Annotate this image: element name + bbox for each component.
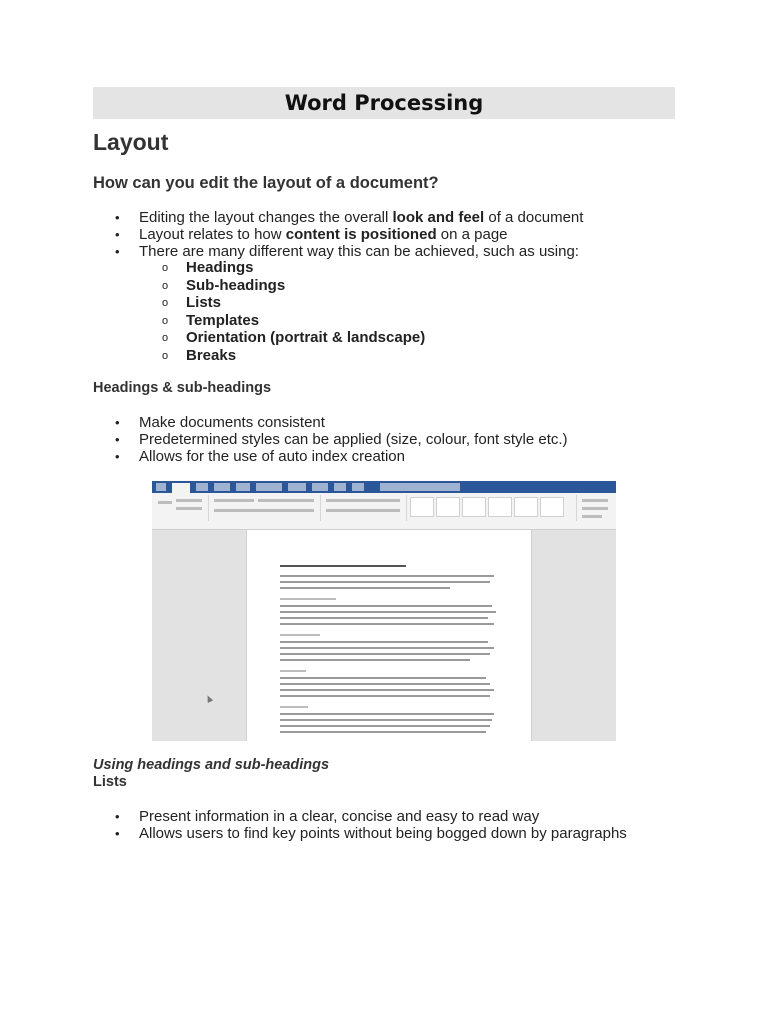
circle-bullet-icon: o	[162, 314, 169, 327]
list-item: • Editing the layout changes the overall look and feel of a document	[115, 209, 584, 226]
list-item: o Sub-headings	[162, 276, 286, 294]
layout-options-list	[0, 259, 425, 364]
bullet-icon: •	[115, 449, 120, 464]
bullet-icon: •	[115, 826, 120, 841]
bullet-icon: •	[115, 227, 120, 242]
document-canvas	[152, 530, 616, 741]
list-item: o Templates	[162, 311, 260, 329]
bullet-icon: •	[115, 415, 120, 430]
page-title: Word Processing	[284, 91, 484, 115]
bullet-icon: •	[115, 210, 120, 225]
list-item: • Predetermined styles can be applied (size, colour, font style etc.)	[115, 431, 568, 448]
title-bar	[93, 87, 675, 119]
layout-heading: Layout	[93, 129, 169, 155]
list-item: • Layout relates to how content is positioned on a page	[115, 226, 508, 243]
bullet-icon: •	[115, 432, 120, 447]
bullet-icon: •	[115, 244, 120, 259]
list-item: • Present information in a clear, concise and easy to read way	[115, 808, 540, 825]
list-item: o Lists	[162, 294, 222, 311]
image-caption: Using headings and sub-headings	[93, 757, 330, 773]
list-item: o Orientation (portrait & landscape)	[162, 329, 426, 346]
bullet-icon: •	[115, 809, 120, 824]
list-item: o Breaks	[162, 346, 237, 364]
lists-section-title: Lists	[93, 774, 127, 790]
list-item: • Allows users to find key points without being bogged down by paragraphs	[115, 825, 627, 842]
layout-question: How can you edit the layout of a document?	[93, 174, 439, 192]
lists-bullet-list	[0, 808, 627, 842]
layout-bullet-list	[0, 209, 583, 260]
list-item: o Headings	[162, 259, 254, 276]
document-preview-page	[246, 530, 532, 741]
headings-bullet-list	[0, 414, 568, 465]
list-item: • Make documents consistent	[115, 414, 325, 431]
list-item: • There are many different way this can be achieved, such as using:	[115, 243, 579, 260]
circle-bullet-icon: o	[162, 279, 169, 292]
word-screenshot-image	[152, 481, 616, 741]
circle-bullet-icon: o	[162, 262, 169, 274]
list-item: • Allows for the use of auto index creation	[115, 448, 405, 465]
ribbon-toolbar	[152, 493, 616, 530]
headings-section-title: Headings & sub-headings	[93, 380, 272, 396]
ribbon-tab-bar	[152, 481, 616, 493]
circle-bullet-icon: o	[162, 349, 169, 362]
mouse-cursor-icon	[205, 694, 213, 703]
circle-bullet-icon: o	[162, 332, 169, 344]
circle-bullet-icon: o	[162, 297, 169, 309]
